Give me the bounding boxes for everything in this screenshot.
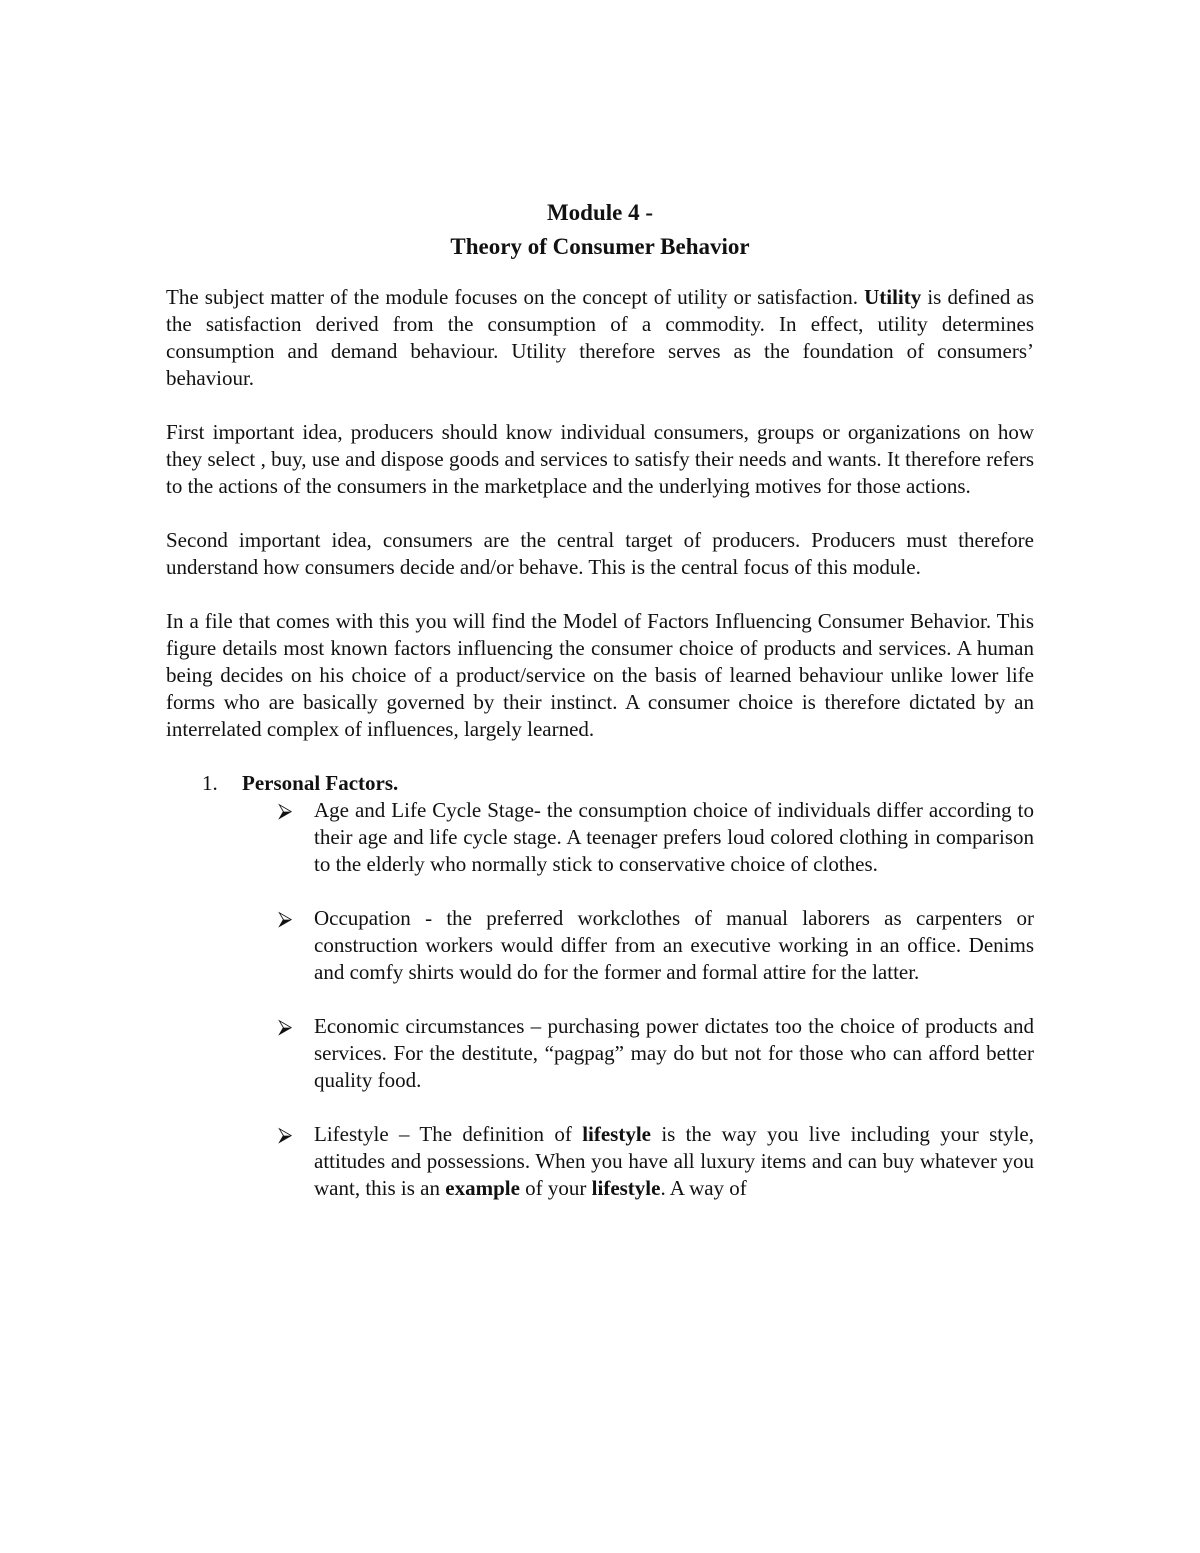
personal-factors-list	[166, 797, 1034, 1202]
lifestyle-text-2: is the way you live including your style, attitudes and possessions. When you have all luxury items and can buy whatever you want, this is an	[314, 1122, 1034, 1200]
list-item-occupation	[278, 905, 1034, 986]
lifestyle-bold-3: lifestyle	[591, 1176, 661, 1200]
bullet-text: Economic circumstances – purchasing power dictates too the choice of products and services. For the destitute, “pagpag” may do but not for those who can afford better quality food.	[314, 1014, 1034, 1092]
paragraph-model-file: In a file that comes with this you will find the Model of Factors Influencing Consumer Behavior. This figure details most known factors influencing the consumer choice of products and services. A human being decides on his choice of a product/service on the basis of learned behaviour unlike lower life forms who are basically governed by their instinct. A consumer choice is therefore dictated by an interrelated complex of influences, largely learned.	[166, 609, 1034, 741]
document-body	[166, 196, 1034, 1229]
paragraph-first-idea: First important idea, producers should know individual consumers, groups or organizations on how they select , buy, use and dispose goods and services to satisfy their needs and wants. It therefore refers to the actions of the consumers in the marketplace and the underlying motives for those actions.	[166, 420, 1034, 498]
intro-bold-term: Utility	[864, 285, 922, 309]
bullet-text: Occupation - the preferred workclothes of manual laborers as carpenters or construction workers would differ from an executive working in an office. Denims and comfy shirts would do for the former and formal attire for the latter.	[314, 906, 1034, 984]
list-item-economic	[278, 1013, 1034, 1094]
list-item-age	[278, 797, 1034, 878]
arrow-bullet-icon: ⮚	[278, 906, 293, 930]
lifestyle-bold-1: lifestyle	[582, 1122, 651, 1146]
module-title: Module 4 -	[546, 200, 654, 225]
intro-text-start: The subject matter of the module focuses on the concept of utility or satisfaction.	[166, 285, 865, 309]
arrow-bullet-icon: ⮚	[278, 1122, 293, 1146]
section-title: Personal Factors.	[242, 771, 399, 795]
arrow-bullet-icon: ⮚	[278, 1014, 293, 1038]
lifestyle-text-4: . A way of	[660, 1176, 747, 1200]
intro-text-end: is defined as the satisfaction derived from the consumption of a commodity. In effect, utility determines consumption and demand behaviour. Utility therefore serves as the foundation of consumers’ behaviour.	[166, 285, 1034, 390]
list-item-lifestyle	[278, 1121, 1034, 1202]
section-personal-factors	[166, 770, 1034, 797]
lifestyle-bold-2: example	[445, 1176, 520, 1200]
title-block	[166, 196, 1034, 264]
lifestyle-text-3: of your	[519, 1176, 592, 1200]
arrow-bullet-icon: ⮚	[278, 798, 293, 822]
module-subtitle: Theory of Consumer Behavior	[450, 234, 750, 259]
intro-paragraph	[166, 284, 1034, 392]
section-number: 1.	[202, 771, 218, 795]
paragraph-second-idea: Second important idea, consumers are the central target of producers. Producers must therefore understand how consumers decide and/or behave. This is the central focus of this module.	[166, 528, 1034, 579]
lifestyle-text-1: Lifestyle – The definition of	[314, 1122, 583, 1146]
bullet-text	[314, 1122, 1034, 1200]
bullet-text: Age and Life Cycle Stage- the consumption choice of individuals differ according to their age and life cycle stage. A teenager prefers loud colored clothing in comparison to the elderly who normally stick to conservative choice of clothes.	[314, 798, 1034, 876]
